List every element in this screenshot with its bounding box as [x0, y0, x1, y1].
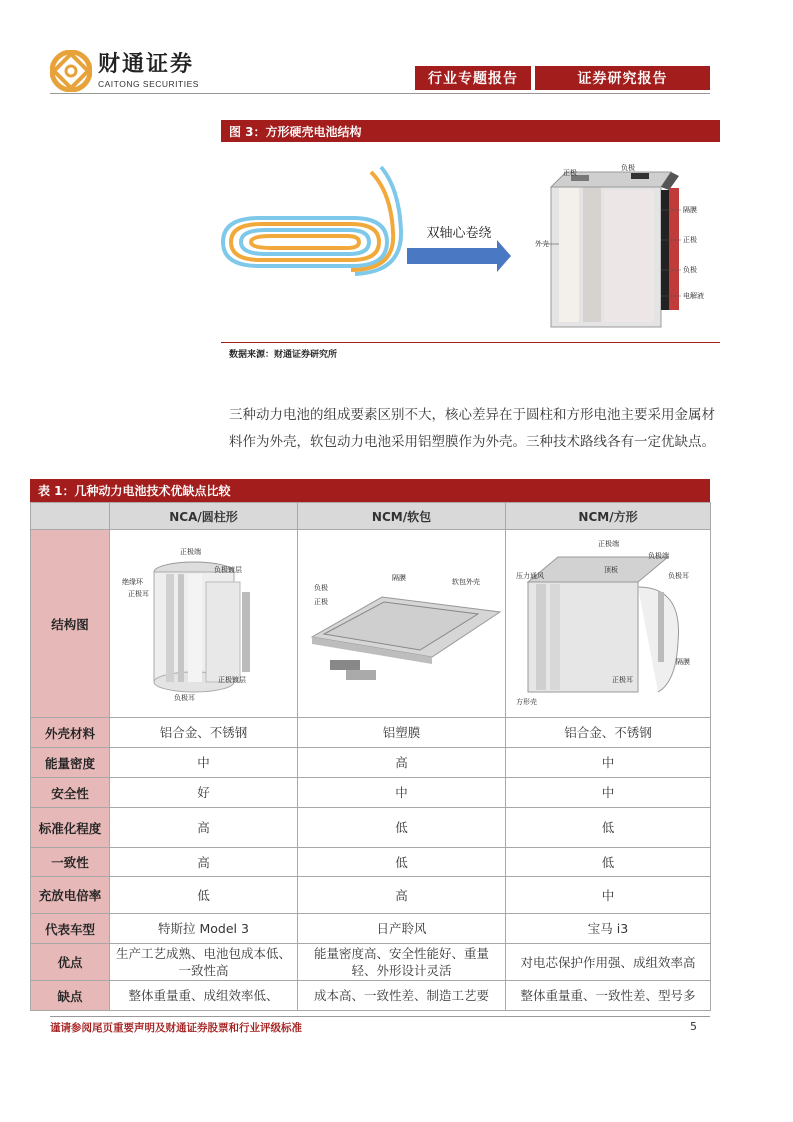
report-type-tag: 行业专题报告: [415, 66, 531, 90]
table-row: [31, 981, 711, 1011]
cylindrical-cell-icon: [114, 532, 294, 712]
table-cell: 高: [110, 848, 298, 877]
battery-comparison-table: [30, 502, 711, 1011]
logo-english-name: CAITONG SECURITIES: [98, 79, 199, 89]
prismatic-cell-icon: [551, 172, 679, 327]
row-header: 一致性: [31, 848, 110, 877]
figure-prismatic-structure: [221, 142, 720, 342]
table-cell: 铝塑膜: [298, 718, 506, 748]
body-paragraph: 三种动力电池的组成要素区别不大，核心差异在于圆柱和方形电池主要采用金属材料作为外壳，软包动力电池采用铝塑膜作为外壳。三种技术路线各有一定优缺点。: [229, 407, 715, 450]
label-prism-positive-tab: 正极耳: [612, 676, 633, 684]
table-cell: 中: [110, 748, 298, 778]
table-header-row: [31, 503, 711, 530]
label-cyl-positive-coating: 正极镀层: [217, 676, 246, 684]
label-prism-separator: 隔膜: [676, 658, 690, 666]
label-cyl-negative-tab: 负极耳: [173, 694, 195, 702]
table-cell: 中: [506, 877, 711, 914]
table-cell: 对电芯保护作用强、成组效率高: [506, 944, 711, 981]
pouch-cell-icon: [302, 532, 502, 712]
column-header-prismatic: NCM/方形: [506, 503, 711, 530]
row-header: 标准化程度: [31, 808, 110, 848]
table-row: [31, 808, 711, 848]
table-title: 表 1：几种动力电池技术优缺点比较: [30, 479, 710, 502]
page-number: 5: [690, 1020, 697, 1033]
table-cell: 中: [506, 778, 711, 808]
label-pouch-positive: 正极: [313, 598, 328, 606]
table-cell: 低: [110, 877, 298, 914]
label-prism-positive-terminal: 正极端: [598, 540, 619, 548]
structure-diagram-cylindrical: [110, 530, 298, 718]
structure-diagram-pouch: [298, 530, 506, 718]
logo-chinese-name: 财通证券: [98, 52, 195, 77]
table-cell: 低: [506, 808, 711, 848]
jelly-roll-winding-icon: [223, 167, 401, 274]
arrow-right-icon: [407, 240, 511, 272]
table-corner-cell: [31, 503, 110, 530]
arrow-label: 双轴心卷绕: [426, 226, 492, 241]
table-row: [31, 944, 711, 981]
label-positive: 正极: [683, 236, 697, 244]
table-cell: 能量密度高、安全性能好、重量轻、外形设计灵活: [298, 944, 506, 981]
label-positive-terminal: 正极: [563, 169, 577, 177]
figure-bottom-rule: [221, 342, 720, 343]
column-header-cylindrical: NCA/圆柱形: [110, 503, 298, 530]
research-report-tag: 证券研究报告: [535, 66, 710, 90]
table-cell: 成本高、一致性差、制造工艺要: [298, 981, 506, 1011]
footer-disclaimer: 谨请参阅尾页重要声明及财通证券股票和行业评级标准: [50, 1022, 302, 1034]
table-cell: 整体重量重、成组效率低、: [110, 981, 298, 1011]
row-header: 代表车型: [31, 914, 110, 944]
label-prism-vent: 压力通风: [516, 572, 544, 580]
row-header: 外壳材料: [31, 718, 110, 748]
table-row: [31, 748, 711, 778]
table-row-structure: [31, 530, 711, 718]
table-cell: 高: [110, 808, 298, 848]
label-cyl-insulating-ring: 绝缘环: [121, 578, 143, 586]
table-cell: 生产工艺成熟、电池包成本低、一致性高: [110, 944, 298, 981]
table-cell: 低: [506, 848, 711, 877]
table-row: [31, 778, 711, 808]
row-header: 能量密度: [31, 748, 110, 778]
table-cell: 中: [506, 748, 711, 778]
table-cell: 低: [298, 808, 506, 848]
header-divider: [50, 93, 710, 94]
table-cell: 高: [298, 748, 506, 778]
table-row: [31, 914, 711, 944]
prismatic-cell-icon: [508, 532, 708, 712]
caitong-logo-icon: [50, 50, 92, 92]
table-cell: 日产聆风: [298, 914, 506, 944]
table-cell: 宝马 i3: [506, 914, 711, 944]
label-cyl-positive-terminal: 正极端: [179, 548, 201, 556]
table-cell: 特斯拉 Model 3: [110, 914, 298, 944]
row-header: 安全性: [31, 778, 110, 808]
row-header: 缺点: [31, 981, 110, 1011]
row-header: 充放电倍率: [31, 877, 110, 914]
label-prism-top-plate: 顶板: [604, 566, 618, 574]
label-cyl-negative-coating: 负极镀层: [213, 566, 242, 574]
label-shell: 外壳: [535, 240, 549, 248]
column-header-pouch: NCM/软包: [298, 503, 506, 530]
table-cell: 中: [298, 778, 506, 808]
figure-title: 图 3：方形硬壳电池结构: [221, 120, 720, 142]
figure-illustration: [221, 142, 720, 342]
company-logo: [50, 50, 199, 92]
table-row: [31, 848, 711, 877]
row-header: 优点: [31, 944, 110, 981]
table-cell: 铝合金、不锈钢: [110, 718, 298, 748]
figure-source: 数据来源：财通证券研究所: [229, 350, 338, 360]
label-negative-terminal: 负极: [621, 164, 635, 172]
label-pouch-separator: 隔膜: [391, 574, 406, 582]
table-cell: 整体重量重、一致性差、型号多: [506, 981, 711, 1011]
table-cell: 低: [298, 848, 506, 877]
table-row: [31, 718, 711, 748]
table-cell: 好: [110, 778, 298, 808]
label-cyl-positive-tab: 正极耳: [127, 590, 149, 598]
label-pouch-shell: 软包外壳: [451, 578, 480, 586]
label-electrolyte: 电解液: [683, 292, 704, 300]
table-row: [31, 877, 711, 914]
label-prism-case: 方形壳: [516, 698, 537, 706]
table-cell: 高: [298, 877, 506, 914]
footer-divider: [50, 1016, 710, 1017]
row-header: 结构图: [31, 530, 110, 718]
label-prism-negative-terminal: 负极端: [648, 552, 669, 560]
label-prism-negative-tab: 负极耳: [668, 572, 689, 580]
structure-diagram-prismatic: [506, 530, 711, 718]
label-pouch-negative: 负极: [313, 584, 328, 592]
label-negative: 负极: [683, 266, 697, 274]
label-separator: 隔膜: [683, 206, 697, 214]
table-cell: 铝合金、不锈钢: [506, 718, 711, 748]
